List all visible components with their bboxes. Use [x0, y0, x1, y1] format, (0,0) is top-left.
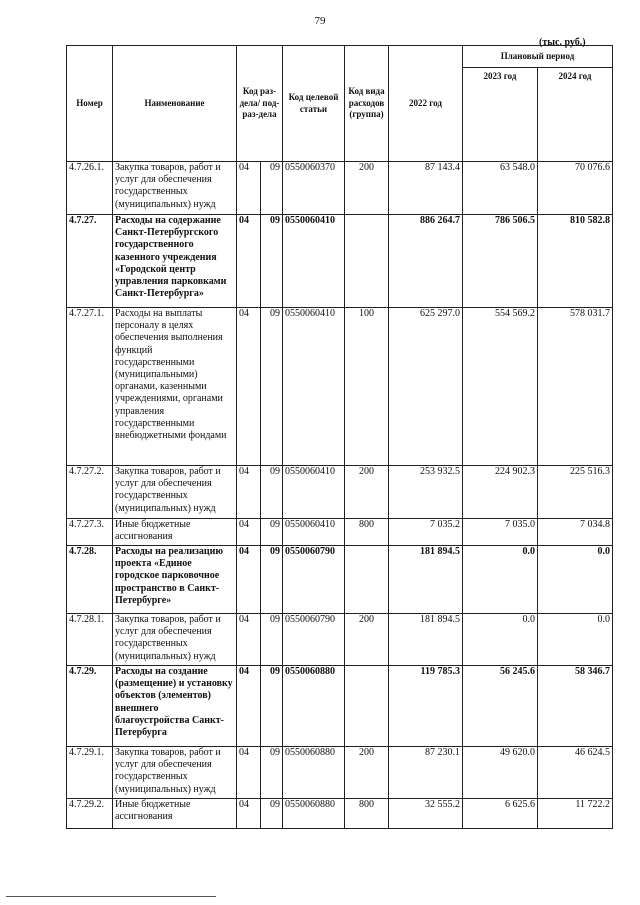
row-number: 4.7.26.1.: [67, 162, 113, 215]
header-number: Номер: [67, 46, 113, 162]
row-2023: 6 625.6: [463, 799, 538, 829]
row-2024: 0.0: [538, 614, 613, 666]
row-2024: 578 031.7: [538, 308, 613, 466]
row-2022: 181 894.5: [389, 614, 463, 666]
row-2023: 554 569.2: [463, 308, 538, 466]
table-row: [67, 466, 613, 519]
row-section: 04: [237, 162, 261, 215]
row-number: 4.7.27.: [67, 215, 113, 308]
row-number: 4.7.27.1.: [67, 308, 113, 466]
row-section: 04: [237, 666, 261, 747]
row-subsection: 09: [261, 799, 283, 829]
row-expense-type: 200: [345, 614, 389, 666]
row-expense-type: [345, 666, 389, 747]
row-2024: 810 582.8: [538, 215, 613, 308]
table-row: [67, 308, 613, 466]
row-subsection: 09: [261, 614, 283, 666]
row-name: Закупка товаров, работ и услуг для обеспечения государственных (муниципальных) нужд: [113, 747, 237, 799]
row-expense-type: 200: [345, 162, 389, 215]
row-expense-type: 800: [345, 799, 389, 829]
row-subsection: 09: [261, 215, 283, 308]
row-target: 0550060370: [283, 162, 345, 215]
row-section: 04: [237, 747, 261, 799]
row-2023: 63 548.0: [463, 162, 538, 215]
row-expense-type: [345, 215, 389, 308]
table-row: [67, 519, 613, 546]
table-row: [67, 799, 613, 829]
row-2024: 70 076.6: [538, 162, 613, 215]
row-name: Иные бюджетные ассигнования: [113, 799, 237, 829]
row-2022: 253 932.5: [389, 466, 463, 519]
header-target: Код целевой статьи: [283, 46, 345, 162]
table-row: [67, 747, 613, 799]
row-2022: 119 785.3: [389, 666, 463, 747]
row-target: 0550060880: [283, 747, 345, 799]
budget-table: [66, 45, 613, 829]
row-subsection: 09: [261, 308, 283, 466]
row-section: 04: [237, 308, 261, 466]
row-target: 0550060410: [283, 308, 345, 466]
row-2023: 224 902.3: [463, 466, 538, 519]
row-subsection: 09: [261, 546, 283, 614]
row-target: 0550060410: [283, 519, 345, 546]
row-number: 4.7.29.2.: [67, 799, 113, 829]
row-subsection: 09: [261, 666, 283, 747]
table-body: [67, 162, 613, 829]
row-2023: 7 035.0: [463, 519, 538, 546]
header-planned-period: Плановый период: [463, 46, 613, 68]
row-subsection: 09: [261, 747, 283, 799]
row-2022: 7 035.2: [389, 519, 463, 546]
row-subsection: 09: [261, 162, 283, 215]
row-name: Расходы на содержание Санкт-Петербургского государственного казенного учреждения «Городской центр управления парковками Санкт-Петербурга»: [113, 215, 237, 308]
row-number: 4.7.29.1.: [67, 747, 113, 799]
row-2022: 87 143.4: [389, 162, 463, 215]
row-2024: 11 722.2: [538, 799, 613, 829]
row-2023: 0.0: [463, 546, 538, 614]
row-number: 4.7.27.2.: [67, 466, 113, 519]
row-section: 04: [237, 519, 261, 546]
table-row: [67, 666, 613, 747]
row-2023: 49 620.0: [463, 747, 538, 799]
row-2022: 625 297.0: [389, 308, 463, 466]
row-expense-type: 200: [345, 747, 389, 799]
row-target: 0550060410: [283, 466, 345, 519]
row-section: 04: [237, 614, 261, 666]
row-name: Расходы на реализацию проекта «Единое городское парковочное пространство в Санкт-Петербурге»: [113, 546, 237, 614]
row-name: Расходы на выплаты персоналу в целях обеспечения выполнения функций государственными (муниципальными) органами, казенными учреждениями, органами управления государственными внебюджетными фондами: [113, 308, 237, 466]
row-target: 0550060880: [283, 799, 345, 829]
row-2024: 7 034.8: [538, 519, 613, 546]
row-number: 4.7.28.: [67, 546, 113, 614]
row-2023: 0.0: [463, 614, 538, 666]
row-2024: 46 624.5: [538, 747, 613, 799]
row-2022: 32 555.2: [389, 799, 463, 829]
row-target: 0550060790: [283, 546, 345, 614]
row-subsection: 09: [261, 519, 283, 546]
row-expense-type: 200: [345, 466, 389, 519]
row-target: 0550060790: [283, 614, 345, 666]
row-target: 0550060410: [283, 215, 345, 308]
table-row: [67, 215, 613, 308]
header-2023: 2023 год: [463, 68, 538, 162]
header-2024: 2024 год: [538, 68, 613, 162]
table-row: [67, 546, 613, 614]
row-2024: 225 516.3: [538, 466, 613, 519]
scan-edge-line: [6, 896, 216, 897]
row-section: 04: [237, 466, 261, 519]
row-expense-type: [345, 546, 389, 614]
header-expense-type: Код вида расходов (группа): [345, 46, 389, 162]
row-name: Иные бюджетные ассигнования: [113, 519, 237, 546]
row-2023: 56 245.6: [463, 666, 538, 747]
row-2022: 886 264.7: [389, 215, 463, 308]
row-section: 04: [237, 799, 261, 829]
table-header: [67, 46, 613, 162]
header-section: Код раз-дела/ под-раз-дела: [237, 46, 283, 162]
row-2024: 0.0: [538, 546, 613, 614]
row-number: 4.7.28.1.: [67, 614, 113, 666]
row-2022: 87 230.1: [389, 747, 463, 799]
row-name: Закупка товаров, работ и услуг для обеспечения государственных (муниципальных) нужд: [113, 614, 237, 666]
row-expense-type: 800: [345, 519, 389, 546]
row-name: Расходы на создание (размещение) и установку объектов (элементов) внешнего благоустройства Санкт-Петербурга: [113, 666, 237, 747]
header-name: Наименование: [113, 46, 237, 162]
header-2022: 2022 год: [389, 46, 463, 162]
table-row: [67, 614, 613, 666]
row-name: Закупка товаров, работ и услуг для обеспечения государственных (муниципальных) нужд: [113, 162, 237, 215]
unit-label: (тыс. руб.): [539, 37, 586, 48]
row-name: Закупка товаров, работ и услуг для обеспечения государственных (муниципальных) нужд: [113, 466, 237, 519]
row-section: 04: [237, 215, 261, 308]
page-number: 79: [314, 15, 326, 27]
row-expense-type: 100: [345, 308, 389, 466]
row-2023: 786 506.5: [463, 215, 538, 308]
row-number: 4.7.27.3.: [67, 519, 113, 546]
row-target: 0550060880: [283, 666, 345, 747]
row-2022: 181 894.5: [389, 546, 463, 614]
row-subsection: 09: [261, 466, 283, 519]
row-number: 4.7.29.: [67, 666, 113, 747]
row-2024: 58 346.7: [538, 666, 613, 747]
row-section: 04: [237, 546, 261, 614]
table-row: [67, 162, 613, 215]
